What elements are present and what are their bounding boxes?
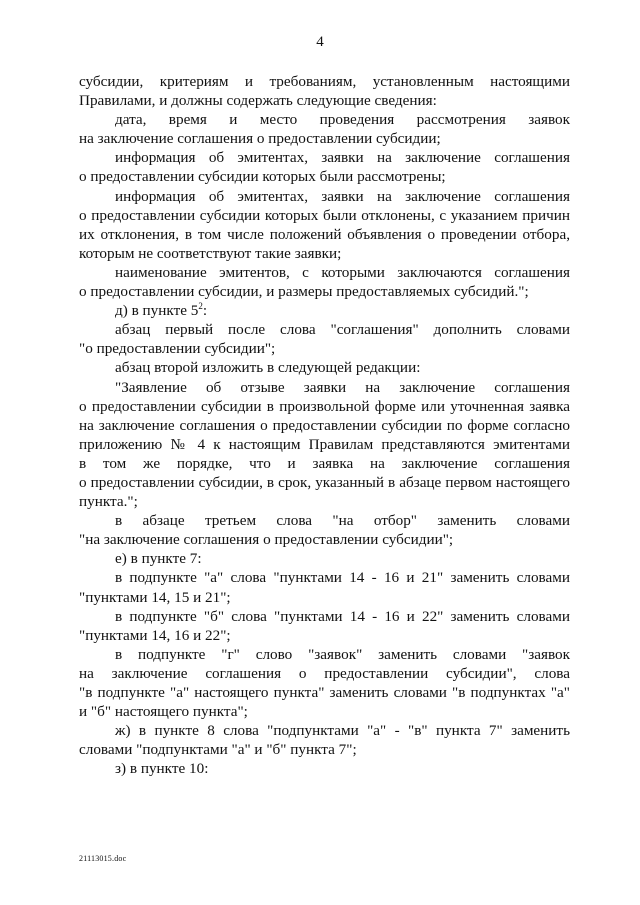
text-line	[79, 511, 570, 530]
text-line-content: информация об эмитентах, заявки на заключение соглашения	[115, 187, 570, 205]
text-line	[79, 148, 570, 167]
text-line	[79, 397, 570, 416]
text-line	[79, 416, 570, 435]
text-line	[79, 683, 570, 702]
text-line-content: субсидии, критериям и требованиям, установленным настоящими	[79, 73, 570, 90]
text-line	[79, 588, 570, 607]
text-line-content: дата, время и место проведения рассмотрения заявок	[115, 111, 570, 129]
text-line-content: абзац второй изложить в следующей редакции:	[115, 359, 421, 377]
text-line-content: ж) в пункте 8 слова "подпунктами "а" - "в" пункта 7" заменить	[115, 722, 570, 740]
text-line	[79, 282, 570, 301]
text-line-content: на заключение соглашения о предоставлении субсидии по форме согласно	[79, 416, 570, 434]
text-line-content: их отклонения, в том числе положений объявления о проведении отбора,	[79, 225, 570, 243]
text-line-content: з) в пункте 10:	[115, 760, 209, 778]
text-line-content: е) в пункте 7:	[115, 550, 202, 568]
text-line-content: информация об эмитентах, заявки на заключение соглашения	[115, 149, 570, 167]
text-line	[79, 110, 570, 129]
text-line	[79, 320, 570, 339]
text-line	[79, 530, 570, 549]
text-line-content: "о предоставлении субсидии";	[79, 340, 276, 358]
text-line-content: на заключение соглашения о предоставлении субсидии;	[79, 130, 441, 148]
text-line	[79, 167, 570, 186]
text-line	[79, 626, 570, 645]
text-line	[79, 358, 570, 377]
text-line-content: в подпункте "б" слова "пунктами 14 - 16 и 22" заменить словами	[115, 607, 570, 625]
text-line	[79, 664, 570, 683]
text-line-content: в подпункте "г" слово "заявок" заменить словами "заявок	[115, 645, 570, 663]
text-line	[79, 568, 570, 587]
text-line-content: наименование эмитентов, с которыми заключаются соглашения	[115, 263, 570, 281]
text-line	[79, 702, 570, 721]
text-line	[79, 721, 570, 740]
text-line	[79, 72, 570, 91]
text-line	[79, 129, 570, 148]
text-line-content: которым не соответствуют такие заявки;	[79, 244, 342, 262]
text-line	[79, 206, 570, 225]
text-line-content: о предоставлении субсидии, в срок, указанный в абзаце первом настоящего	[79, 473, 570, 491]
text-line-content: словами "подпунктами "а" и "б" пункта 7";	[79, 741, 357, 759]
text-line	[79, 263, 570, 282]
document-body	[79, 72, 570, 778]
text-line	[79, 740, 570, 759]
text-line-content: в том же порядке, что и заявка на заключение соглашения	[79, 454, 570, 472]
text-line	[79, 378, 570, 397]
text-line	[79, 244, 570, 263]
text-line	[79, 225, 570, 244]
text-line-content: "пунктами 14, 15 и 21";	[79, 588, 231, 606]
text-line	[79, 645, 570, 664]
text-line-content: о предоставлении субсидии которых были рассмотрены;	[79, 168, 446, 186]
footer-filename: 21113015.doc	[79, 854, 127, 863]
text-line-content: пункта.";	[79, 493, 138, 511]
text-line	[79, 759, 570, 778]
text-line	[79, 473, 570, 492]
text-line	[79, 607, 570, 626]
text-line-content: Правилами, и должны содержать следующие сведения:	[79, 92, 437, 110]
text-line	[79, 454, 570, 473]
text-line	[79, 91, 570, 110]
text-line	[79, 187, 570, 206]
superscript: 2	[198, 301, 203, 312]
text-line	[79, 339, 570, 358]
text-line-content: на заключение соглашения о предоставлении субсидии", слова	[79, 664, 570, 682]
text-line-content: о предоставлении субсидии, и размеры предоставляемых субсидий.";	[79, 283, 529, 301]
text-line-suffix: :	[202, 302, 208, 320]
page-number: 4	[316, 34, 324, 50]
text-line-content: о предоставлении субсидии в произвольной форме или уточненная заявка	[79, 397, 570, 415]
text-line-content: "в подпункте "а" настоящего пункта" заменить словами "в подпунктах "а"	[79, 684, 570, 701]
text-line-content: "на заключение соглашения о предоставлении субсидии";	[79, 531, 454, 549]
text-line-content: о предоставлении субсидии которых были отклонены, с указанием причин	[79, 206, 570, 224]
text-line	[79, 435, 570, 454]
text-line-content: и "б" настоящего пункта";	[79, 703, 248, 721]
text-line-content: д) в пункте 5	[115, 302, 199, 320]
text-line-content: абзац первый после слова "соглашения" дополнить словами	[115, 321, 570, 339]
text-line-content: в подпункте "а" слова "пунктами 14 - 16 и 21" заменить словами	[115, 569, 570, 587]
text-line-content: в абзаце третьем слова "на отбор" заменить словами	[115, 512, 570, 530]
text-line-content: "Заявление об отзыве заявки на заключение соглашения	[115, 378, 570, 396]
text-line-content: "пунктами 14, 16 и 22";	[79, 626, 231, 644]
text-line	[79, 492, 570, 511]
text-line	[79, 301, 570, 320]
text-line	[79, 549, 570, 568]
text-line-content: приложению № 4 к настоящим Правилам представляются эмитентами	[79, 435, 570, 453]
